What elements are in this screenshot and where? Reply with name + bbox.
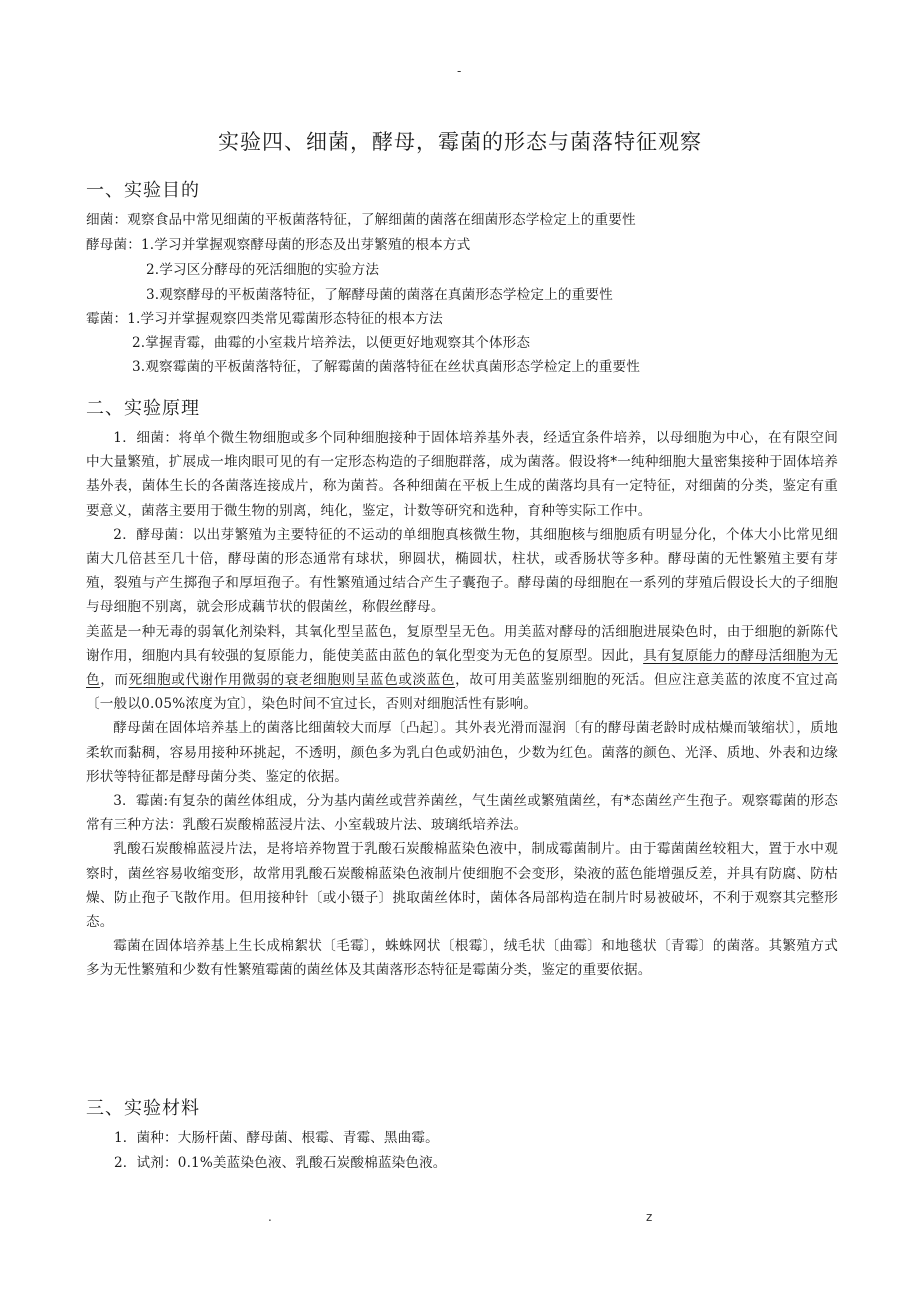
footer-dot: . [268,1210,272,1224]
principles-body [86,426,838,983]
material-reagents: 2．试剂：0.1%美蓝染色液、乳酸石炭酸棉蓝染色液。 [114,1155,447,1171]
objective-mold-2: 2.掌握青霉，曲霉的小室栽片培养法，以便更好地观察其个体形态 [132,335,531,351]
paragraph-bacteria: 1．细菌：将单个微生物细胞或多个同种细胞接种于固体培养基外表，经适宜条件培养，以母细胞为中心，在有限空间中大量繁殖，扩展成一堆肉眼可见的有一定形态构造的子细胞群落，成为菌落。假设将*一纯种细胞大量密集接种于固体培养基外表，菌体生长的各菌落连接成片，称为菌苔。各种细菌在平板上生成的菌落均具有一定特征，对细菌的分类，鉴定有重要意义，菌落主要用于微生物的别离，纯化，鉴定，计数等研究和选种，育种等实际工作中。 [86,430,838,519]
paragraph-mold-colony: 霉菌在固体培养基上生长成棉絮状〔毛霉〕，蛛蛛网状〔根霉〕，绒毛状〔曲霉〕和地毯状〔青霉〕的菌落。其繁殖方式多为无性繁殖和少数有性繁殖霉菌的菌丝体及其菌落形态特征是霉菌分类，鉴定的重要依据。 [86,938,838,979]
header-mark: - [457,64,462,78]
objective-bacteria: 细菌：观察食品中常见细菌的平板菌落特征，了解细菌的菌落在细菌形态学检定上的重要性 [86,212,636,228]
paragraph-mold-mount-method: 乳酸石炭酸棉蓝浸片法，是将培养物置于乳酸石炭酸棉蓝染色液中，制成霉菌制片。由于霉菌菌丝较粗大，置于水中观察时，菌丝容易收缩变形，故常用乳酸石炭酸棉蓝染色液制片使细胞不会变形，染液的蓝色能增强反差，并具有防腐、防枯燥、防止孢子飞散作用。但用接种针〔或小镊子〕挑取菌丝体时，菌体各局部构造在制片时易被破坏，不利于观察其完整形态。 [86,841,838,931]
section-heading-objectives: 一、实验目的 [86,180,200,201]
objective-yeast-2: 2.学习区分酵母的死活细胞的实验方法 [146,262,380,278]
document-title: 实验四、细菌，酵母，霉菌的形态与菌落特征观察 [218,130,702,154]
section-heading-principles: 二、实验原理 [86,398,200,419]
underlined-dead-cells: 死细胞或代谢作用微弱的衰老细胞则呈蓝色或淡蓝色 [128,672,456,689]
paragraph-yeast-colony: 酵母菌在固体培养基上的菌落比细菌较大而厚〔凸起〕。其外表光滑而湿润〔有的酵母菌老龄时成枯燥而皱缩状〕，质地柔软而黏稠，容易用接种环挑起，不透明，颜色多为乳白色或奶油色，少数为红色。菌落的颜色、光泽、质地、外表和边缘形状等特征都是酵母菌分类、鉴定的依据。 [86,720,838,785]
objective-mold-3: 3.观察霉菌的平板菌落特征，了解霉菌的菌落特征在丝状真菌形态学检定上的重要性 [132,359,641,375]
underlined-live-cells: 具有复原能力的酵母活细胞为无色 [86,647,838,689]
paragraph-mold: 3．霉菌:有复杂的菌丝体组成，分为基内菌丝或营养菌丝，气生菌丝或繁殖菌丝，有*态菌丝产生孢子。观察霉菌的形态常有三种方法：乳酸石炭酸棉蓝浸片法、小室载玻片法、玻璃纸培养法。 [86,793,838,834]
objective-mold-1: 霉菌：1.学习并掌握观察四类常见霉菌形态特征的根本方法 [86,311,443,327]
section-heading-materials: 三、实验材料 [86,1098,200,1119]
paragraph-methylene-blue: 美蓝是一种无毒的弱氧化剂染料，其氧化型呈蓝色，复原型呈无色。用美蓝对酵母的活细胞进展染色时，由于细胞的新陈代谢作用，细胞内具有较强的复原能力，能使美蓝由蓝色的氧化型变为无色的复原型。因此，具有复原能力的酵母活细胞为无色，而死细胞或代谢作用微弱的衰老细胞则呈蓝色或淡蓝色，故可用美蓝鉴别细胞的死活。但应注意美蓝的浓度不宜过高〔一般以0.05%浓度为宜〕，染色时间不宜过长，否则对细胞活性有影响。 [86,623,839,713]
objective-yeast-3: 3.观察酵母的平板菌落特征，了解酵母菌的菌落在真菌形态学检定上的重要性 [146,287,613,303]
objective-yeast-1: 酵母菌：1.学习并掌握观察酵母菌的形态及出芽繁殖的根本方式 [86,237,471,253]
footer-mark: z [646,1210,653,1224]
paragraph-yeast: 2．酵母菌：以出芽繁殖为主要特征的不运动的单细胞真核微生物，其细胞核与细胞质有明显分化，个体大小比常见细菌大几倍甚至几十倍，酵母菌的形态通常有球状，卵圆状，椭圆状，柱状，或香肠状等多种。酵母菌的无性繁殖主要有芽殖，裂殖与产生掷孢子和厚垣孢子。有性繁殖通过结合产生子囊孢子。酵母菌的母细胞在一系列的芽殖后假设长大的子细胞与母细胞不别离，就会形成藕节状的假菌丝，称假丝酵母。 [86,526,838,616]
material-strains: 1．菌种：大肠杆菌、酵母菌、根霉、青霉、黑曲霉。 [114,1130,439,1146]
